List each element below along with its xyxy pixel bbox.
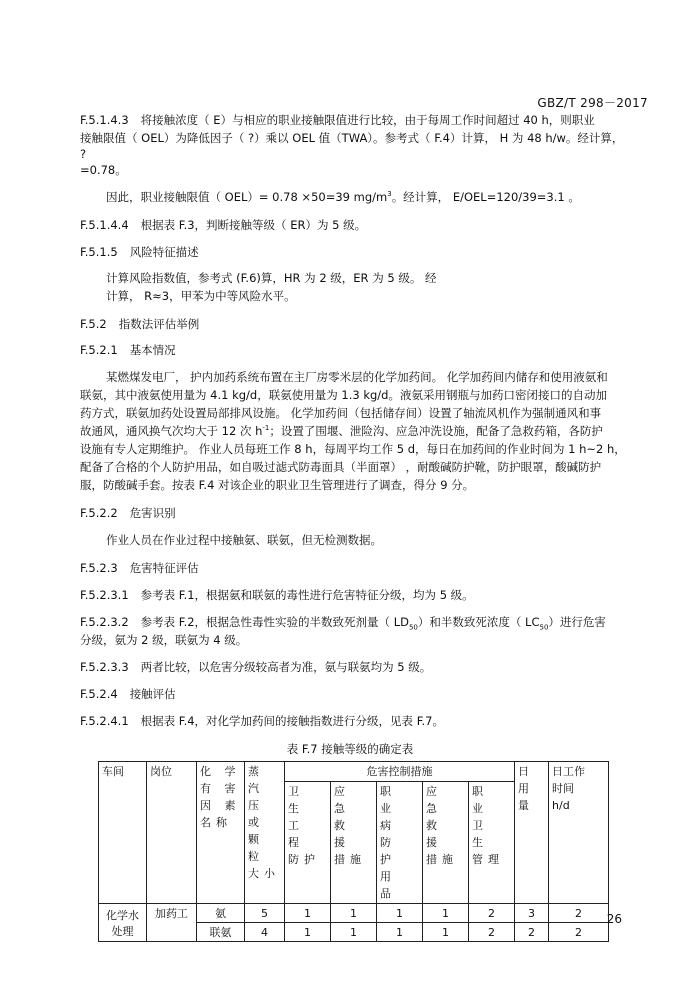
text-line: ? [80, 147, 87, 161]
paragraph-f5241 [80, 713, 444, 729]
heading-f523 [80, 560, 199, 576]
header-text: 措施 [426, 853, 458, 866]
cell-value: 2 [549, 904, 609, 923]
section-title: 接触评估 [129, 687, 176, 701]
cell-hazard: 联氨 [197, 923, 245, 942]
header-text: 日 用 [518, 765, 535, 795]
result-line [106, 189, 580, 205]
page-number: 26 [606, 912, 622, 926]
heading-f524 [80, 686, 176, 702]
cell-value: 3 [515, 904, 549, 923]
text-line: 根据表 F.4，对化学加药间的接触指数进行分级，见表 F.7。 [140, 714, 444, 728]
header-text: 大小 [248, 867, 280, 880]
text-line: 某燃煤发电厂， 护内加药系统布置在主厂房零米层的化学加药间。 化学加药间内储存和使用液氨和 [106, 370, 608, 384]
paragraph-f5232 [80, 614, 606, 630]
text-fragment: 因此，职业接触限值（ OEL）= 0.78 ×50=39 mg/m [106, 190, 388, 204]
text-fragment: ）和半数致死浓度（ LC [417, 615, 540, 629]
header-text: h/d [552, 799, 570, 812]
header-text: 卫 生 [288, 785, 304, 815]
heading-f5115 [80, 244, 199, 260]
section-number: F.5.2.3.3 [80, 660, 129, 674]
text-line: 参考表 F.1，根据氨和联氨的毒性进行危害特征分级，均为 5 级。 [140, 588, 474, 602]
text-fragment: ；设置了围堰、泄险沟、应急冲洗设施，配备了急救药箱，各防护 [269, 424, 603, 438]
header-control-measures: 危害控制措施 [285, 762, 515, 782]
section-number: F.5.1.4.4 [80, 218, 129, 232]
header-post: 岗位 [147, 762, 197, 904]
header-text: 颗 粒 [248, 833, 264, 863]
subscript: 50 [408, 623, 418, 632]
header-text: 时间 [552, 782, 575, 795]
cell-value: 1 [423, 904, 469, 923]
header-text: 护 用 [380, 853, 396, 883]
text-line: =0.78。 [80, 163, 127, 177]
text-line: 接触限值（ OEL）为降低因子（ ?）乘以 OEL 值（TWA）。参考式（ F.4）计算， H 为 48 h/w。经计算， [80, 131, 624, 145]
table-title: 表 F.7 接触等级的确定表 [286, 742, 414, 756]
header-text: 救 援 [426, 819, 442, 849]
table-row [99, 904, 609, 923]
section-number: F.5.2.1 [80, 343, 118, 357]
paragraph-f5233 [80, 659, 431, 675]
standard-code: GBZ/T 298－2017 [537, 96, 648, 110]
cell-value: 1 [285, 904, 331, 923]
heading-f521 [80, 342, 176, 358]
header-hazard-factor [197, 762, 245, 904]
section-number: F.5.2.2 [80, 506, 118, 520]
header-workshop: 车间 [99, 762, 147, 904]
cell-text: 处理 [111, 924, 134, 938]
section-number: F.5.1.5 [80, 245, 118, 259]
paragraph-f51444 [80, 217, 366, 233]
section-number: F.5.2.3 [80, 561, 118, 575]
section-number: F.5.2.3.1 [80, 588, 129, 602]
text-line: 服，防酸碱手套。按表 F.4 对该企业的职业卫生管理进行了调查，得分 9 分。 [80, 478, 475, 492]
cell-value: 2 [469, 923, 515, 942]
text-fragment: 参考表 F.2，根据急性毒性实验的半数致死剂量（ LD [140, 615, 409, 629]
header-ppe [377, 782, 423, 904]
cell-workshop [99, 904, 147, 942]
text-fragment: 。经计算， E/OEL=120/39=3.1 。 [391, 190, 580, 204]
header-text: 管理 [472, 853, 504, 866]
superscript: 3 [387, 190, 392, 199]
text-fragment: 故通风，通风换气次均大于 12 次 h [80, 424, 263, 438]
header-text: 名称 [200, 816, 232, 829]
header-text: 应 急 [426, 785, 442, 815]
cell-value: 1 [423, 923, 469, 942]
header-emergency-rescue [331, 782, 377, 904]
header-emergency-rescue-2 [423, 782, 469, 904]
section-title: 危害识别 [129, 506, 176, 520]
header-text: 措施 [334, 853, 366, 866]
header-daily-usage [515, 762, 549, 904]
text-line [80, 423, 603, 439]
header-text: 压 或 [248, 799, 264, 829]
text-line: 将接触浓度（ E）与相应的职业接触限值进行比较，由于每周工作时间超过 40 h，则职业 [140, 113, 595, 127]
subscript: 50 [539, 623, 549, 632]
cell-value: 1 [331, 923, 377, 942]
table-header-row [99, 762, 609, 782]
section-number: F.5.2.4 [80, 687, 118, 701]
text-line: 联氨，其中液氨使用量为 4.1 kg/d，联氨使用量为 1.3 kg/d。液氨采用钢瓶与加药口密闭接口的自动加 [80, 388, 607, 402]
exposure-grade-table [98, 761, 609, 942]
cell-post: 加药工 [147, 904, 197, 942]
cell-value: 1 [377, 904, 423, 923]
header-text: 有 害 [200, 782, 241, 795]
section-number: F.5.1.4.3 [80, 113, 129, 127]
cell-text: 化学水 [106, 908, 139, 922]
text-line: 作业人员在作业过程中接触氨、联氨，但无检测数据。 [106, 533, 382, 547]
paragraph-f5231 [80, 587, 474, 603]
header-text: 蒸 汽 [248, 765, 264, 795]
cell-value: 4 [245, 923, 285, 942]
section-title: 基本情况 [129, 343, 176, 357]
text-line: 两者比较，以危害分级较高者为准，氨与联氨均为 5 级。 [140, 660, 432, 674]
cell-value: 1 [285, 923, 331, 942]
header-text: 职 业 [472, 785, 488, 815]
header-daily-worktime [549, 762, 609, 904]
section-title: 风险特征描述 [129, 245, 199, 259]
section-title: 危害特征评估 [129, 561, 199, 575]
header-text: 化 学 [200, 765, 241, 778]
header-text: 卫 生 [472, 819, 488, 849]
header-text: 量 [518, 799, 535, 812]
text-line: 计算风险指数值，参考式 (F.6)算，HR 为 2 级，ER 为 5 级。 经 [106, 271, 437, 285]
header-text: 救 援 [334, 819, 350, 849]
text-line: 计算， R≈3，甲苯为中等风险水平。 [106, 289, 296, 303]
cell-value: 2 [549, 923, 609, 942]
header-text: 品 [380, 887, 396, 900]
section-number: F.5.2.4.1 [80, 714, 129, 728]
heading-f52 [80, 316, 199, 332]
cell-hazard: 氨 [197, 904, 245, 923]
cell-value: 2 [469, 904, 515, 923]
paragraph-f51443 [80, 112, 595, 128]
heading-f522 [80, 505, 176, 521]
header-text: 病 防 [380, 819, 396, 849]
text-line: 分级，氨为 2 级，联氨为 4 级。 [80, 633, 248, 647]
superscript: -1 [262, 424, 270, 433]
section-number: F.5.2.3.2 [80, 615, 129, 629]
header-text: 工 程 [288, 819, 304, 849]
header-vapor-pressure [245, 762, 285, 904]
header-text: 因 素 [200, 799, 241, 812]
cell-value: 1 [377, 923, 423, 942]
text-line: 设施有专人定期维护。 作业人员每班工作 8 h，每周平均工作 5 d，每日在加药间的作业时间为 1 h~2 h， [80, 442, 626, 456]
text-fragment: ）进行危害 [548, 615, 606, 629]
header-text: 职 业 [380, 785, 396, 815]
cell-value: 5 [245, 904, 285, 923]
cell-value: 1 [331, 904, 377, 923]
cell-value: 2 [515, 923, 549, 942]
header-text: 防护 [288, 853, 320, 866]
header-text: 应 急 [334, 785, 350, 815]
text-line: 药方式，联氨加药处设置局部排风设施。 化学加药间（包括储存间）设置了轴流风机作为强制通风和事 [80, 406, 602, 420]
header-occupational-health-management [469, 782, 515, 904]
header-text: 日工作 [552, 765, 586, 778]
header-hygiene-engineering [285, 782, 331, 904]
text-line: 根据表 F.3，判断接触等级（ ER）为 5 级。 [140, 218, 367, 232]
section-title: 指数法评估举例 [118, 317, 200, 331]
section-number: F.5.2 [80, 317, 107, 331]
text-line: 配备了合格的个人防护用品，如自吸过滤式防毒面具（半面罩） ，耐酸碱防护靴，防护眼罩，酸碱防护 [80, 460, 602, 474]
